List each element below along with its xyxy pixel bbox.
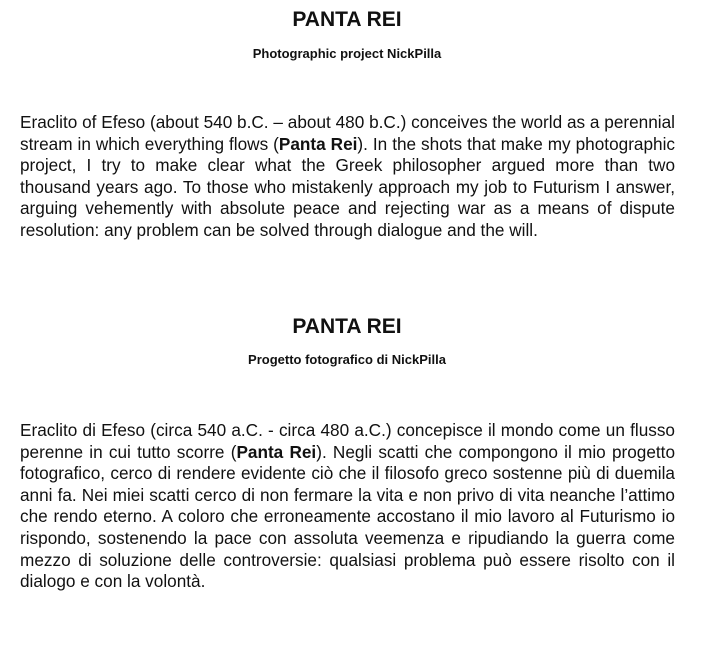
english-paragraph-start: Eraclito of Efeso (about 540 b.C. – about 480 b.C.) conceives the world as a perennial stream in which everything flows (: [20, 112, 675, 154]
english-paragraph-end: ). In the shots that make my photographic project, I try to make clear what the Greek philosopher argued more than two thousand years ago. To those who mistakenly approach my job to Futurism I answer, arguing vehemently with absolute peace and rejecting war as a means of dispute resolution: any problem can be solved through dialogue and the will.: [20, 133, 676, 240]
italian-paragraph-bold: Panta Rei: [236, 441, 317, 462]
italian-subtitle: Progetto fotografico di NickPilla: [248, 352, 446, 367]
english-subtitle: Photographic project NickPilla: [252, 46, 442, 61]
english-title: PANTA REI: [292, 8, 402, 31]
english-paragraph: [20, 112, 675, 242]
italian-paragraph-end: ). Negli scatti che compongono il mio progetto fotografico, cerco di rendere evidente ciò che il filosofo greco sostenne più di duemila anni fa. Nei miei scatti cerco di non fermare la vita e non privo di vita neanche l’attimo che rendo eterno. A coloro che erroneamente accostano il mio lavoro al Futurismo io rispondo, sostenendo la pace con assoluta veemenza e ripudiando la guerra come mezzo di soluzione delle controversie: qualsiasi problema può essere risolto con il dialogo e con la volontà.: [20, 441, 676, 592]
italian-paragraph: [20, 420, 675, 593]
italian-title: PANTA REI: [292, 315, 402, 338]
english-paragraph-bold: Panta Rei: [278, 133, 358, 154]
italian-paragraph-start: Eraclito di Efeso (circa 540 a.C. - circa 480 a.C.) concepisce il mondo come un flusso perenne in cui tutto scorre (: [20, 420, 675, 462]
